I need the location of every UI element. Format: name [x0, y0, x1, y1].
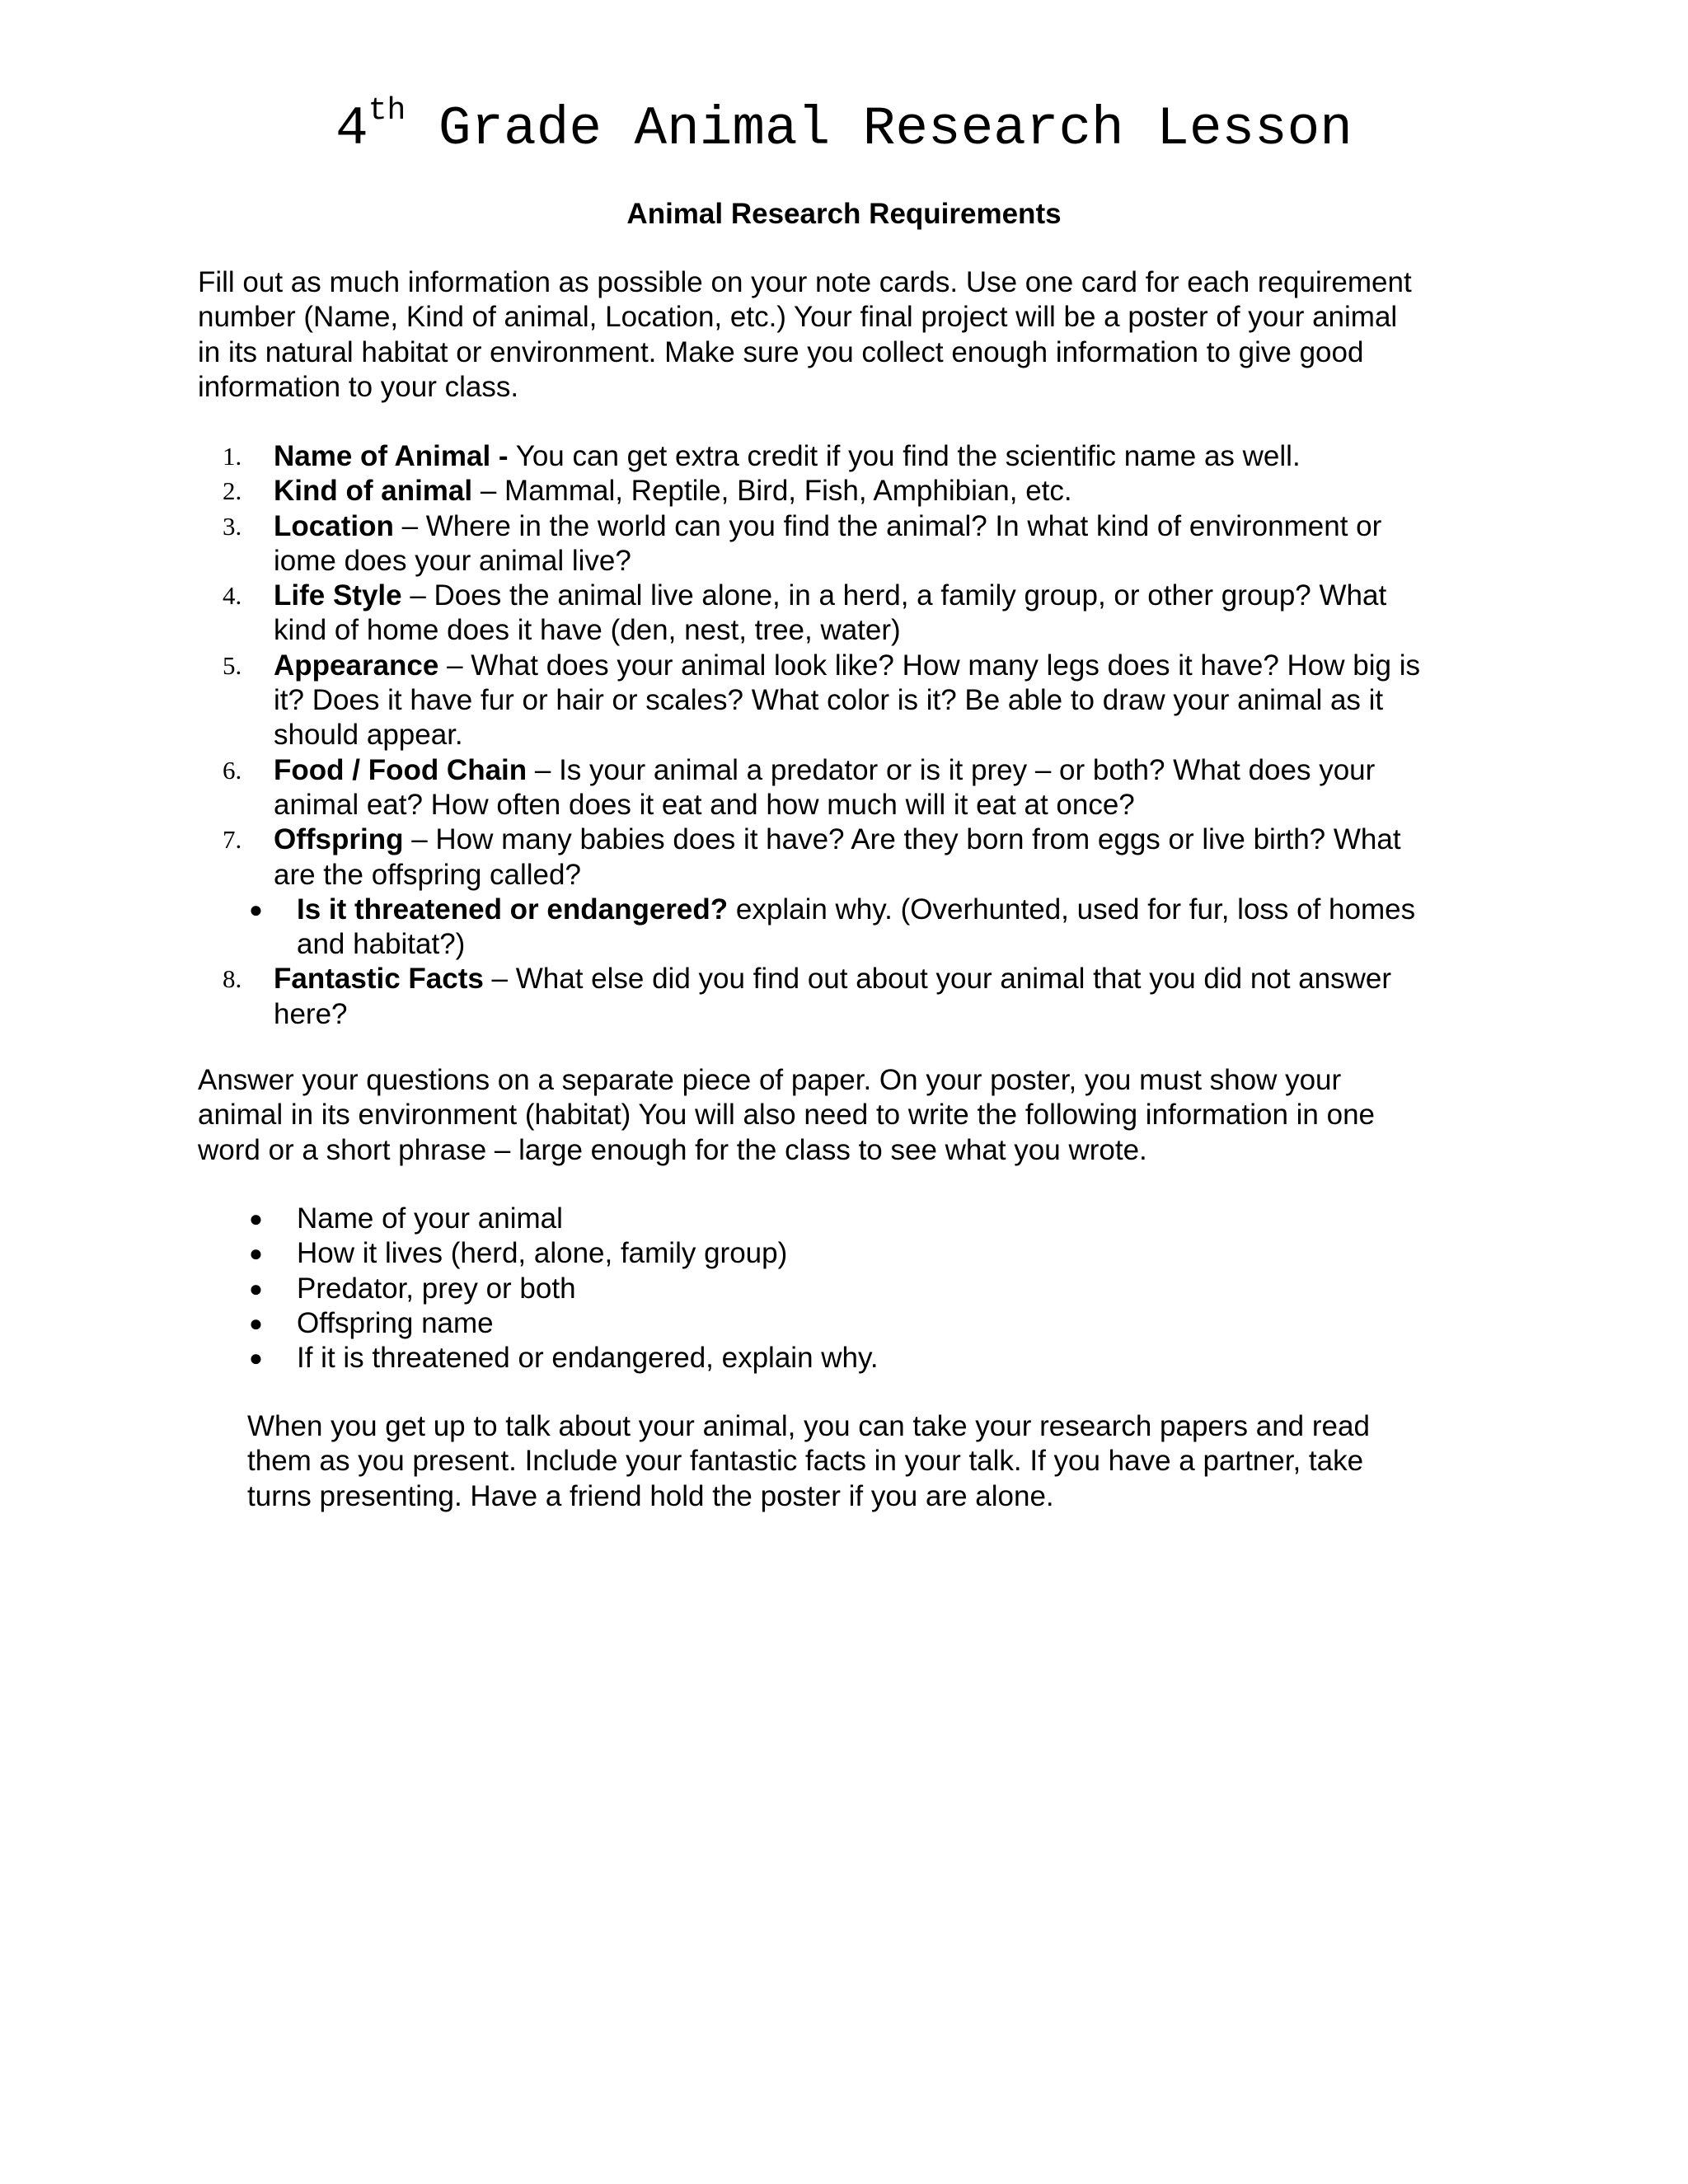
requirement-label: Food / Food Chain: [274, 753, 528, 786]
list-item-text: How it lives (herd, alone, family group): [297, 1237, 788, 1270]
requirement-text: – Is your animal a predator or is it prey – or both? What does your: [534, 753, 1376, 786]
title-text: Grade Animal Research Lesson: [406, 98, 1353, 160]
requirement-item-fantastic-facts: [198, 962, 1517, 1032]
requirement-number: 8.: [223, 964, 242, 994]
requirement-text: animal eat? How often does it eat and how much will it eat at once?: [274, 788, 1135, 821]
answer-line: animal in its environment (habitat) You will also need to write the following information in one: [198, 1099, 1376, 1132]
answer-paragraph: [198, 1063, 1500, 1168]
requirement-text: – Where in the world can you find the animal? In what kind of environment or: [401, 509, 1382, 542]
requirement-text: should appear.: [274, 719, 463, 752]
requirement-item-offspring: [198, 823, 1517, 893]
requirement-label: Appearance: [274, 649, 439, 682]
title-grade-number: 4: [335, 98, 368, 160]
closing-line: turns presenting. Have a friend hold the poster if you are alone.: [247, 1479, 1054, 1512]
requirement-text: here?: [274, 997, 348, 1030]
requirement-number: 1.: [223, 442, 242, 471]
list-item-text: Name of your animal: [297, 1202, 563, 1235]
requirement-label: Kind of animal: [274, 475, 473, 508]
requirement-label: Is it threatened or endangered?: [297, 893, 729, 926]
requirement-text: iome does your animal live?: [274, 544, 631, 577]
bullet-icon: ●: [249, 896, 263, 922]
list-item: [198, 1306, 1500, 1341]
requirement-text: – Mammal, Reptile, Bird, Fish, Amphibian, etc.: [480, 475, 1072, 508]
intro-line: information to your class.: [198, 370, 519, 403]
requirement-text: explain why. (Overhunted, used for fur, loss of homes: [735, 893, 1416, 926]
bullet-icon: ●: [249, 1275, 263, 1301]
requirement-text: You can get extra credit if you find the scientific name as well.: [515, 440, 1301, 472]
list-item-text: Offspring name: [297, 1306, 494, 1339]
answer-line: Answer your questions on a separate piece of paper. On your poster, you must show your: [198, 1064, 1342, 1096]
requirement-item-location: [198, 509, 1517, 579]
requirement-text: it? Does it have fur or hair or scales? What color is it? Be able to draw your animal as it: [274, 684, 1384, 717]
bullet-icon: ●: [249, 1240, 263, 1267]
requirement-text: – How many babies does it have? Are they born from eggs or live birth? What: [411, 823, 1401, 856]
bullet-icon: ●: [249, 1206, 263, 1231]
requirement-item-food: [198, 753, 1517, 823]
answer-line: word or a short phrase – large enough for the class to see what you wrote.: [198, 1133, 1147, 1166]
closing-paragraph: [247, 1409, 1484, 1514]
closing-line: When you get up to talk about your animal, you can take your research papers and read: [247, 1410, 1370, 1442]
requirement-number: 3.: [223, 511, 242, 541]
requirement-item-kind: [198, 474, 1517, 509]
requirement-label: Offspring: [274, 823, 404, 856]
title-superscript: th: [368, 93, 406, 129]
requirement-label: Name of Animal -: [274, 440, 509, 472]
requirement-text: – What else did you find out about your animal that you did not answer: [491, 963, 1392, 996]
requirement-number: 6.: [223, 755, 242, 785]
bullet-icon: ●: [249, 1345, 263, 1371]
requirement-label: Fantastic Facts: [274, 963, 484, 996]
requirement-number: 4.: [223, 581, 242, 611]
requirement-text: – What does your animal look like? How many legs does it have? How big is: [447, 649, 1420, 682]
intro-line: in its natural habitat or environment. Make sure you collect enough information to give good: [198, 335, 1364, 368]
list-item-text: Predator, prey or both: [297, 1272, 576, 1305]
requirement-text: are the offspring called?: [274, 858, 581, 891]
list-item: [198, 1272, 1500, 1306]
list-item: [198, 1236, 1500, 1271]
requirement-label: Location: [274, 509, 394, 542]
requirement-item-threatened: [198, 893, 1517, 963]
requirement-item-appearance: [198, 649, 1517, 753]
requirements-list: [198, 439, 1517, 1032]
requirement-number: 7.: [223, 825, 242, 855]
intro-line: number (Name, Kind of animal, Location, etc.) Your final project will be a poster of your animal: [198, 301, 1398, 334]
requirement-text: and habitat?): [297, 928, 466, 961]
bullet-icon: ●: [249, 1310, 263, 1336]
requirement-label: Life Style: [274, 579, 402, 612]
requirement-number: 2.: [223, 476, 242, 506]
list-item: [198, 1341, 1500, 1376]
requirement-item-life-style: [198, 579, 1517, 649]
section-heading: Animal Research Requirements: [626, 198, 1062, 230]
list-item-text: If it is threatened or endangered, explain why.: [297, 1342, 879, 1375]
requirement-text: kind of home does it have (den, nest, tree, water): [274, 614, 901, 647]
requirement-text: – Does the animal live alone, in a herd, a family group, or other group? What: [410, 579, 1387, 612]
intro-line: Fill out as much information as possible on your note cards. Use one card for each requirement: [198, 266, 1412, 298]
requirement-item-name: [198, 439, 1517, 474]
list-item: [198, 1202, 1500, 1236]
poster-info-list: [198, 1202, 1500, 1376]
intro-paragraph: [198, 265, 1500, 405]
page-title: [0, 92, 1688, 173]
closing-line: them as you present. Include your fantastic facts in your talk. If you have a partner, take: [247, 1445, 1364, 1478]
requirement-number: 5.: [223, 650, 242, 680]
